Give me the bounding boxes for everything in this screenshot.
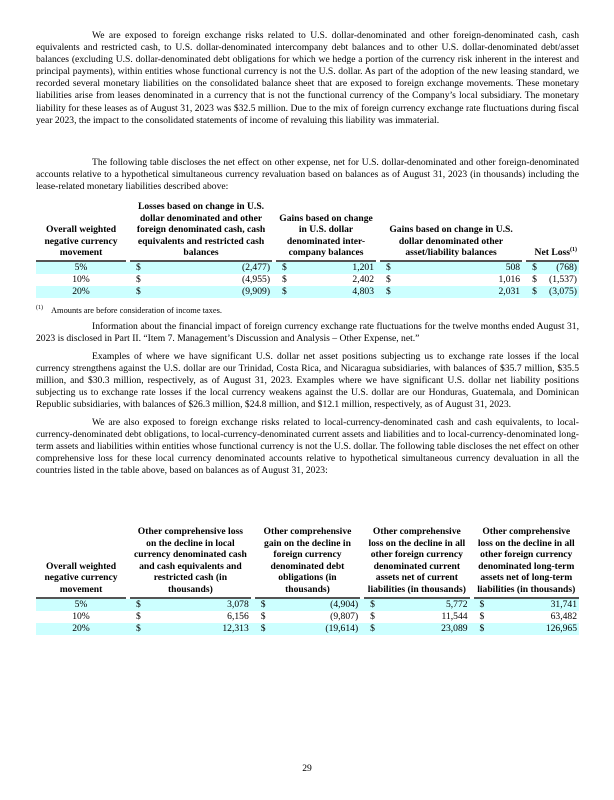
header-net-loss: Net Loss$^{(1)}$ (526, 201, 579, 262)
header-ocl-current: Other comprehensive loss on the decline in all other foreign currency denominated current assets net of current liabilities (in thousands) (364, 526, 469, 599)
header-gains-other: Gains based on change in U.S. dollar denominated other asset/liability balances (380, 201, 522, 262)
other-comprehensive-loss-table (36, 526, 579, 635)
net-effect-other-expense-table (36, 201, 579, 298)
footnote-mark: (1) (36, 305, 43, 311)
table1-footnote (36, 303, 222, 316)
table-row: 20% $ (9,909) $ 4,803 $ 2,031 $ (3,075) (36, 286, 579, 298)
paragraph-table1-intro: The following table discloses the net effect on other expense, net for U.S. dollar-denominated and other foreign-denominated accounts relative to a hypothetical simultaneous currency revaluation based on balances as of August 31, 2023 (in thousands) including the lease-related monetary liabilities described above: (36, 157, 579, 193)
table-row: 20% $ 12,313 $ (19,614) $ 23,089 $ 126,965 (36, 623, 579, 635)
paragraph-fx-risk-intro: We are exposed to foreign exchange risks related to U.S. dollar-denominated and other foreign-denominated cash, cash equivalents and restricted cash, to U.S. dollar-denominated intercompany debt balances and to other U.S. dollar-denominated debt/asset balances (excluding U.S. dollar-denominated debt obligations for which we hedge a portion of the currency risk inherent in the interest and principal payments), within entities whose functional currency is not the U.S. dollar. As part of the adoption of the new leasing standard, we recorded several monetary liabilities on the consolidated balance sheet that are exposed to foreign exchange movements. These monetary liabilities arise from leases denominated in a currency that is not the functional currency of the Company’s local subsidiary. The monetary liability for these leases as of August 31, 2023 was $32.5 million. Due to the mix of foreign currency exchange rate fluctuations during fiscal year 2023, the impact to the consolidated statements of income of revaluing this liability was immaterial. (36, 30, 579, 126)
header-gains-intercompany: Gains based on change in U.S. dollar denominated inter-company balances (276, 201, 376, 262)
table-row: 10% $ (4,955) $ 2,402 $ 1,016 $ (1,537) (72, 274, 577, 286)
page-number: 29 (302, 763, 312, 774)
header-ocl-cash: Other comprehensive loss on the decline in local currency denominated cash and cash equivalents and restricted cash (in thousands) (130, 526, 251, 599)
paragraph-financial-impact: Information about the financial impact of foreign currency exchange rate fluctuations for the twelve months ended August 31, 2023 is disclosed in Part II. “Item 7. Management’s Discussion and Analysis – Other Expense, net.” (36, 321, 579, 345)
paragraph-subsidiary-examples: Examples of where we have significant U.S. dollar net asset positions subjecting us to exchange rate losses if the local currency strengthens against the U.S. dollar are our Trinidad, Costa Rica, and Nicaragua subsidiaries, with balances of $35.7 million, $35.5 million, and $30.3 million, respectively, as of August 31, 2023. Examples where we have significant U.S. dollar net liability positions subjecting us to exchange rate losses if the local currency weakens against the U.S. dollar are our Honduras, Guatemala, and Dominican Republic subsidiaries, with balances of $26.3 million, $24.8 million, and $12.1 million, respectively, as of August 31, 2023. (36, 351, 579, 411)
table-row: 5% $ (2,477) $ 1,201 $ 508 $ (768) (36, 262, 579, 274)
footnote-text: Amounts are before consideration of income taxes. (51, 305, 222, 315)
header-movement: Overall weighted negative currency movement (36, 201, 126, 262)
header-movement: Overall weighted negative currency movement (36, 526, 126, 599)
table-row: 5% $ 3,078 $ (4,904) $ 5,772 $ 31,741 (36, 599, 579, 611)
header-ocl-long-term: Other comprehensive loss on the decline in all other foreign currency denominated long-term assets net of long-term liabilities (in thousands) (474, 526, 579, 599)
header-losses-cash: Losses based on change in U.S. dollar denominated and other foreign denominated cash, cash equivalents and restricted cash balances (130, 201, 272, 262)
paragraph-table2-intro: We are also exposed to foreign exchange risks related to local-currency-denominated cash and cash equivalents, to local-currency-denominated debt obligations, to local-currency-denominated current assets and liabilities and to local-currency-denominated long-term assets and liabilities within entities whose functional currency is not the U.S. dollar. The following table discloses the net effect on other comprehensive loss for these local currency denominated accounts relative to hypothetical simultaneous currency devaluation in all the countries listed in the table above, based on balances as of August 31, 2023: (36, 417, 579, 477)
header-ocg-debt: Other comprehensive gain on the decline in foreign currency denominated debt obligations (in thousands) (255, 526, 360, 599)
table-row: 10% $ 6,156 $ (9,807) $ 11,544 $ 63,482 (72, 610, 577, 622)
